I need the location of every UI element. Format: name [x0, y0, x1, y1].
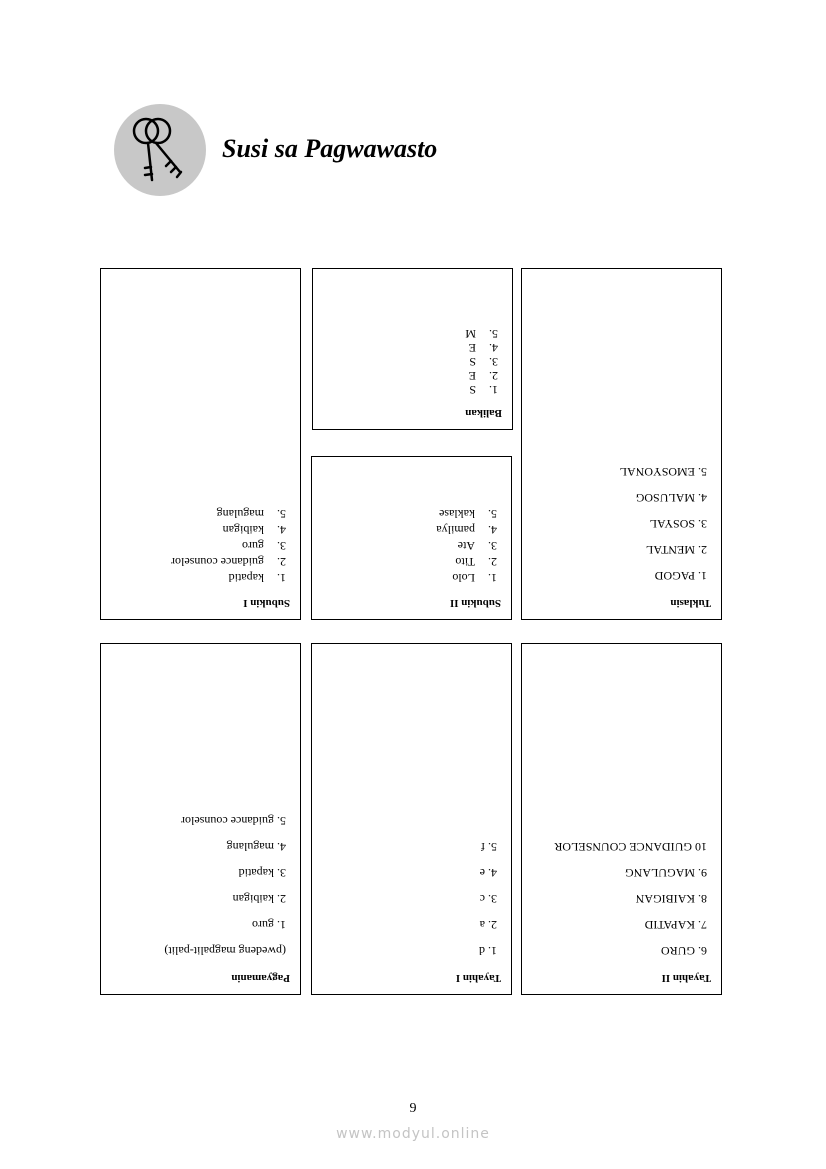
- box-tayahin-2: [521, 643, 722, 995]
- list-item: 4. e: [479, 866, 497, 880]
- list-item: 3.S: [469, 355, 498, 369]
- list-item: 1.Lolo: [452, 571, 497, 585]
- list-item: 1.S: [469, 383, 498, 397]
- list-item: 10 GUIDANCE COUNSELOR: [554, 840, 707, 854]
- list-item: 1. guro: [252, 918, 286, 932]
- box-tayahin-1: [311, 643, 512, 995]
- box-balikan: [312, 268, 513, 430]
- list-item: 3. SOSYAL: [649, 517, 707, 531]
- list-item: 3.guro: [242, 539, 286, 553]
- box-title: Tayahin I: [455, 972, 501, 984]
- list-item: 5.kaklase: [439, 507, 497, 521]
- list-item: 9. MAGULANG: [625, 866, 707, 880]
- list-item: 4.pamilya: [436, 523, 497, 537]
- list-item: 1. d: [479, 944, 497, 958]
- box-title: Subukin II: [449, 597, 501, 609]
- box-title: Subukin I: [243, 597, 290, 609]
- list-item: 2.guidance counselor: [171, 555, 286, 569]
- list-item: 5.M: [465, 327, 498, 341]
- box-subukin-1: [100, 268, 301, 620]
- list-item: (pwedeng magpalit-palit): [164, 944, 286, 958]
- list-item: 4.E: [468, 341, 498, 355]
- page-number: 9: [409, 1101, 417, 1116]
- list-item: 3. c: [479, 892, 497, 906]
- list-item: 2.Tito: [455, 555, 497, 569]
- list-item: 4. magulang: [226, 840, 286, 854]
- list-item: 2. kaibigan: [232, 892, 286, 906]
- list-item: 7. KAPATID: [644, 918, 707, 932]
- list-item: 2.E: [468, 369, 498, 383]
- list-item: 3. kapatid: [238, 866, 286, 880]
- watermark: www.modyul.online: [336, 1126, 490, 1142]
- list-item: 1.kapatid: [228, 571, 286, 585]
- box-subukin-2: [311, 456, 512, 620]
- list-item: 4. MALUSOG: [635, 491, 707, 505]
- box-tuklasin: [521, 268, 722, 620]
- page-title: Susi sa Pagwawasto: [222, 134, 438, 163]
- box-pagyamanin: [100, 643, 301, 995]
- list-item: 1. PAGOD: [654, 569, 707, 583]
- box-title: Pagyamanin: [231, 972, 290, 984]
- list-item: 5.magulang: [216, 507, 286, 521]
- list-item: 5. guidance counselor: [181, 814, 286, 828]
- list-item: 6. GURO: [660, 944, 707, 958]
- box-title: Tuklasin: [670, 597, 711, 609]
- list-item: 2. a: [479, 918, 497, 932]
- list-item: 2. MENTAL: [645, 543, 707, 557]
- keys-icon: [114, 104, 206, 196]
- list-item: 5. EMOSYONAL: [619, 465, 707, 479]
- list-item: 4.kaibigan: [222, 523, 286, 537]
- list-item: 8. KAIBIGAN: [635, 892, 707, 906]
- list-item: 3.Ate: [457, 539, 497, 553]
- box-title: Tayahin II: [661, 972, 711, 984]
- box-title: Balikan: [465, 407, 502, 419]
- list-item: 5. f: [481, 840, 497, 854]
